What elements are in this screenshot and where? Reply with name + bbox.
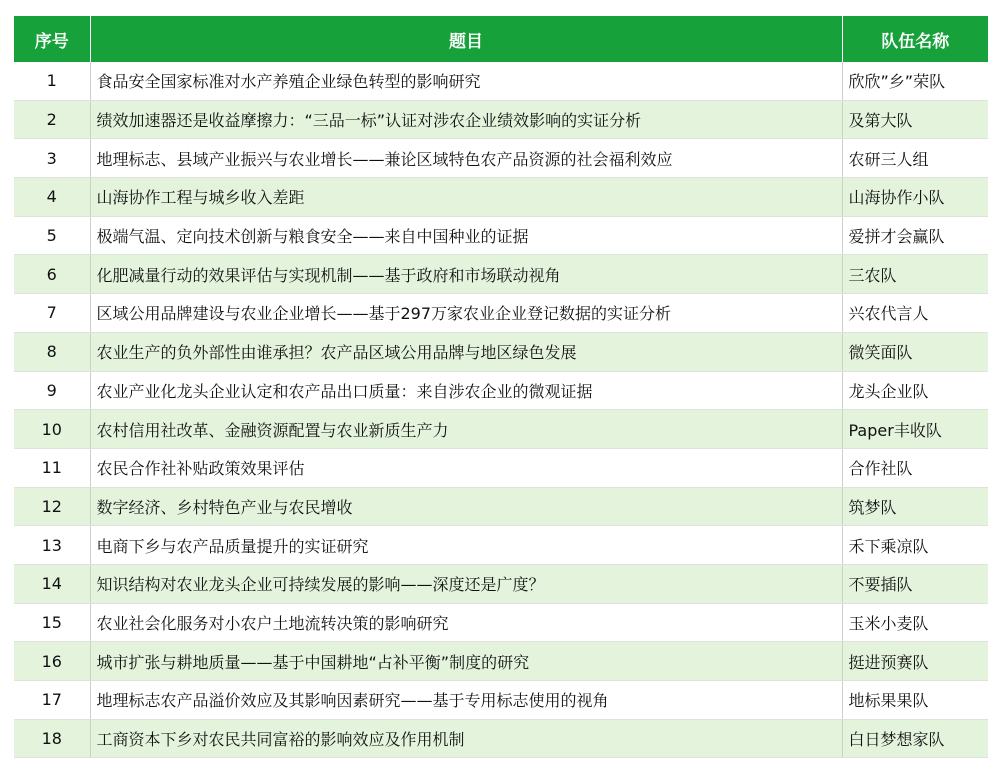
row-index: 4 <box>14 178 90 217</box>
row-title: 地理标志、县域产业振兴与农业增长——兼论区域特色农产品资源的社会福利效应 <box>90 139 842 178</box>
header-index: 序号 <box>14 16 90 62</box>
row-index: 8 <box>14 332 90 371</box>
row-team: Paper丰收队 <box>842 410 988 449</box>
results-table-container <box>14 16 988 758</box>
row-index: 2 <box>14 100 90 139</box>
row-title: 农业生产的负外部性由谁承担？农产品区域公用品牌与地区绿色发展 <box>90 332 842 371</box>
table-row <box>14 526 988 565</box>
row-team: 欣欣”乡”荣队 <box>842 62 988 100</box>
row-team: 山海协作小队 <box>842 178 988 217</box>
table-row <box>14 642 988 681</box>
table-row <box>14 448 988 487</box>
row-index: 6 <box>14 255 90 294</box>
row-title: 绩效加速器还是收益摩擦力：“三品一标”认证对涉农企业绩效影响的实证分析 <box>90 100 842 139</box>
row-team: 玉米小麦队 <box>842 603 988 642</box>
row-title: 地理标志农产品溢价效应及其影响因素研究——基于专用标志使用的视角 <box>90 681 842 720</box>
table-row <box>14 216 988 255</box>
row-team: 微笑面队 <box>842 332 988 371</box>
results-table <box>14 16 988 758</box>
row-team: 不要插队 <box>842 564 988 603</box>
row-index: 12 <box>14 487 90 526</box>
row-team: 禾下乘凉队 <box>842 526 988 565</box>
table-row <box>14 294 988 333</box>
row-index: 3 <box>14 139 90 178</box>
row-title: 电商下乡与农产品质量提升的实证研究 <box>90 526 842 565</box>
row-title: 农业社会化服务对小农户土地流转决策的影响研究 <box>90 603 842 642</box>
row-title: 山海协作工程与城乡收入差距 <box>90 178 842 217</box>
header-title: 题目 <box>90 16 842 62</box>
row-index: 17 <box>14 681 90 720</box>
row-team: 筑梦队 <box>842 487 988 526</box>
row-title: 极端气温、定向技术创新与粮食安全——来自中国种业的证据 <box>90 216 842 255</box>
row-team: 三农队 <box>842 255 988 294</box>
row-index: 13 <box>14 526 90 565</box>
row-index: 14 <box>14 564 90 603</box>
row-team: 白日梦想家队 <box>842 719 988 758</box>
table-row <box>14 100 988 139</box>
row-index: 11 <box>14 448 90 487</box>
table-row <box>14 332 988 371</box>
table-row <box>14 564 988 603</box>
row-index: 9 <box>14 371 90 410</box>
table-row <box>14 719 988 758</box>
row-index: 15 <box>14 603 90 642</box>
row-title: 农民合作社补贴政策效果评估 <box>90 448 842 487</box>
row-team: 地标果果队 <box>842 681 988 720</box>
row-title: 化肥减量行动的效果评估与实现机制——基于政府和市场联动视角 <box>90 255 842 294</box>
row-title: 知识结构对农业龙头企业可持续发展的影响——深度还是广度？ <box>90 564 842 603</box>
row-title: 工商资本下乡对农民共同富裕的影响效应及作用机制 <box>90 719 842 758</box>
table-row <box>14 410 988 449</box>
row-team: 龙头企业队 <box>842 371 988 410</box>
row-title: 城市扩张与耕地质量——基于中国耕地“占补平衡”制度的研究 <box>90 642 842 681</box>
header-row <box>14 16 988 62</box>
row-title: 区域公用品牌建设与农业企业增长——基于297万家农业企业登记数据的实证分析 <box>90 294 842 333</box>
row-index: 10 <box>14 410 90 449</box>
row-title: 农业产业化龙头企业认定和农产品出口质量：来自涉农企业的微观证据 <box>90 371 842 410</box>
table-body <box>14 62 988 758</box>
row-index: 5 <box>14 216 90 255</box>
row-index: 16 <box>14 642 90 681</box>
table-row <box>14 603 988 642</box>
row-title: 食品安全国家标准对水产养殖企业绿色转型的影响研究 <box>90 62 842 100</box>
row-team: 及第大队 <box>842 100 988 139</box>
table-row <box>14 139 988 178</box>
header-team: 队伍名称 <box>842 16 988 62</box>
row-title: 农村信用社改革、金融资源配置与农业新质生产力 <box>90 410 842 449</box>
row-team: 爱拼才会赢队 <box>842 216 988 255</box>
table-row <box>14 178 988 217</box>
table-row <box>14 255 988 294</box>
row-title: 数字经济、乡村特色产业与农民增收 <box>90 487 842 526</box>
row-team: 农研三人组 <box>842 139 988 178</box>
row-index: 7 <box>14 294 90 333</box>
table-row <box>14 371 988 410</box>
row-team: 挺进预赛队 <box>842 642 988 681</box>
row-index: 18 <box>14 719 90 758</box>
table-row <box>14 681 988 720</box>
row-team: 合作社队 <box>842 448 988 487</box>
row-team: 兴农代言人 <box>842 294 988 333</box>
row-index: 1 <box>14 62 90 100</box>
table-row <box>14 487 988 526</box>
table-row <box>14 62 988 100</box>
